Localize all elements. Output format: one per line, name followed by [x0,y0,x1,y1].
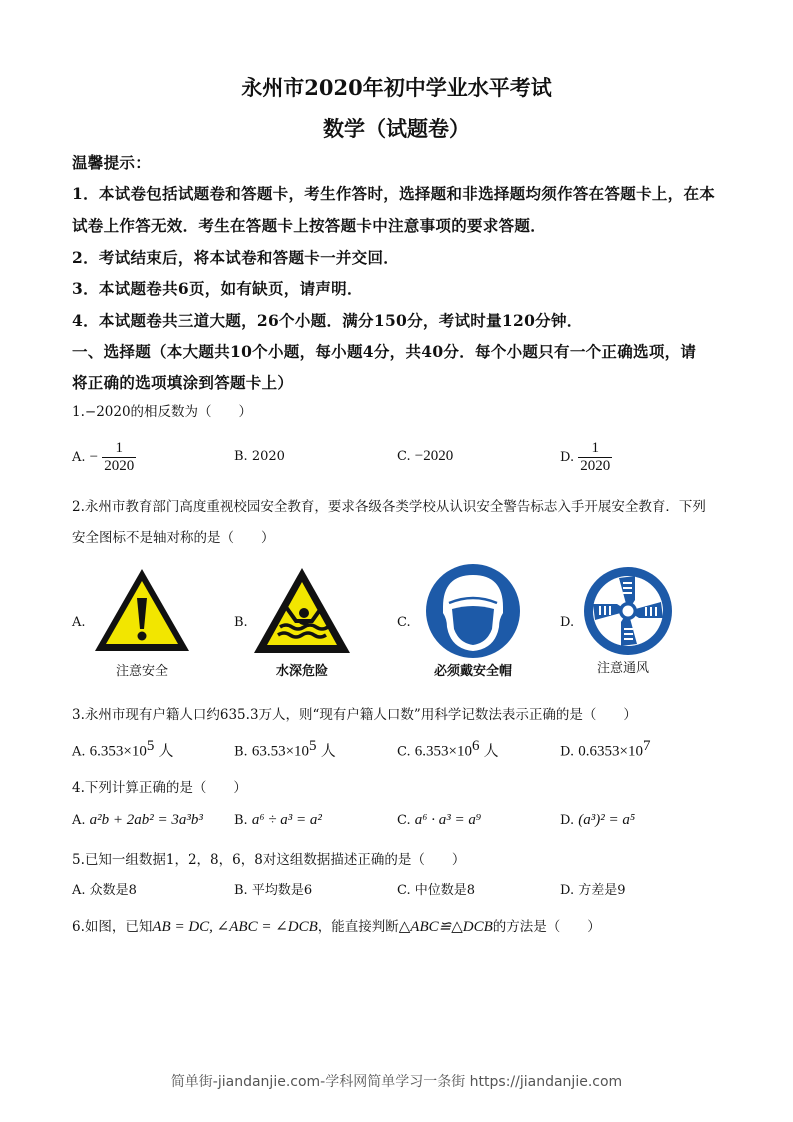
mantissa: 0.6353×10 [578,743,643,760]
option-label: C. [397,449,411,464]
q5-option-a: A. 众数是8 [72,883,137,898]
q2-label-d: D. [560,615,575,630]
expression: a²b + 2ab² = 3a³b³ [89,812,203,828]
option-label: A. [72,744,86,760]
notice-item-1b: 试卷上作答无效．考生在答题卡上按答题卡中注意事项的要求答题． [72,216,547,235]
q4-option-a [72,812,203,829]
option-label: B. [234,744,248,760]
q3-option-a [72,738,174,760]
mantissa: 6.353×10 [89,743,147,760]
q2-label-c: C. [397,615,411,630]
option-label: C. [397,744,411,760]
expression: a⁶ · a³ = a⁹ [414,812,482,828]
q2-label-b: B. [234,615,248,630]
q1-option-d [560,440,612,475]
q2-caption-c: 必须戴安全帽 [433,664,512,679]
q1-option-c [397,448,453,465]
option-label: B. [234,449,248,464]
q6-congruence: △ABC≌△DCB [398,919,493,935]
exponent: 5 [309,738,317,754]
q4-option-b [234,812,322,829]
q5-option-b: B. 平均数是6 [234,883,313,898]
notice-heading: 温馨提示： [72,153,152,172]
unit: 人 [483,743,499,760]
q5-option-d: D. 方差是9 [560,883,626,898]
ventilation-fan-icon [583,566,673,656]
option-value: −2020 [414,448,454,464]
question-2-line2: 安全图标不是轴对称的是（ ） [72,530,275,546]
expression: (a³)² = a⁵ [578,812,636,828]
q6-suffix: 的方法是（ ） [492,919,601,935]
unit: 人 [320,743,336,760]
question-4-stem: 4.下列计算正确的是（ ） [72,780,247,796]
deep-water-danger-icon [252,565,352,657]
numerator: 1 [102,440,136,458]
notice-item-1a: 1．本试卷包括试题卷和答题卡，考生作答时，选择题和非选择题均须作答在答题卡上，在本 [72,184,716,203]
fraction [102,440,136,475]
minus-sign: − [89,449,99,465]
numerator: 1 [578,440,612,458]
q4-option-d [560,812,635,829]
question-3-stem: 3.永州市现有户籍人口约635.3万人，则“现有户籍人口数”用科学记数法表示正确的是（ ） [72,707,637,723]
q3-option-d [560,738,650,760]
q6-middle: ，能直接判断 [317,919,399,935]
q2-label-a: A. [72,615,86,630]
q2-caption-d: 注意通风 [596,661,649,676]
q4-option-c [397,812,481,829]
notice-item-4: 4．本试题卷共三道大题，26个小题．满分150分，考试时量120分钟． [72,311,583,330]
q2-caption-a: 注意安全 [115,664,168,679]
option-label: B. [234,813,248,828]
page-footer: 简单街-jiandanjie.com-学科网简单学习一条街 https://jiandanjie.com [170,1074,623,1090]
option-label: D. [560,813,575,828]
question-2-line1: 2.永州市教育部门高度重视校园安全教育，要求各级各类学校从认识安全警告标志入手开展安全教育．下列 [72,499,706,515]
q2-caption-b: 水深危险 [275,664,328,679]
option-label: A. [72,450,86,465]
exam-title: 永州市2020年初中学业水平考试 [241,75,552,100]
q1-option-b [234,449,285,464]
question-5-stem: 5.已知一组数据1，2，8，6，8对这组数据描述正确的是（ ） [72,852,466,868]
option-label: A. [72,813,86,828]
option-label: C. [397,813,411,828]
warning-exclamation-icon [92,565,192,655]
q5-option-c: C. 中位数是8 [397,883,476,898]
mantissa: 63.53×10 [251,743,310,760]
q6-prefix: 6.如图，已知 [72,919,153,935]
q1-option-a [72,440,136,475]
exponent: 6 [471,738,480,754]
section-heading-line2: 将正确的选项填涂到答题卡上） [72,373,294,392]
option-value: 2020 [251,449,285,464]
notice-item-2: 2．考试结束后，将本试卷和答题卡一并交回． [72,248,400,267]
q3-option-c [397,738,499,760]
expression: a⁶ ÷ a³ = a² [251,812,322,828]
exponent: 5 [146,738,155,754]
q6-given: AB = DC, ∠ABC = ∠DCB [152,919,318,935]
option-label: D. [560,744,575,760]
section-heading-line1: 一、选择题（本大题共10个小题，每小题4分，共40分．每个小题只有一个正确选项，请 [72,342,697,361]
notice-item-3: 3．本试题卷共6页，如有缺页，请声明． [72,279,363,298]
option-label: D. [560,450,575,465]
exam-subtitle: 数学（试题卷） [323,116,470,141]
mantissa: 6.353×10 [414,743,472,760]
denominator: 2020 [580,458,611,474]
fraction [578,440,612,475]
unit: 人 [158,743,174,760]
denominator: 2020 [104,458,135,474]
q3-option-b [234,738,336,760]
question-6-stem [72,915,601,936]
exponent: 7 [642,738,651,754]
hard-hat-mandatory-icon [425,563,521,659]
question-1-stem: 1.−2020的相反数为（ ） [72,404,253,420]
